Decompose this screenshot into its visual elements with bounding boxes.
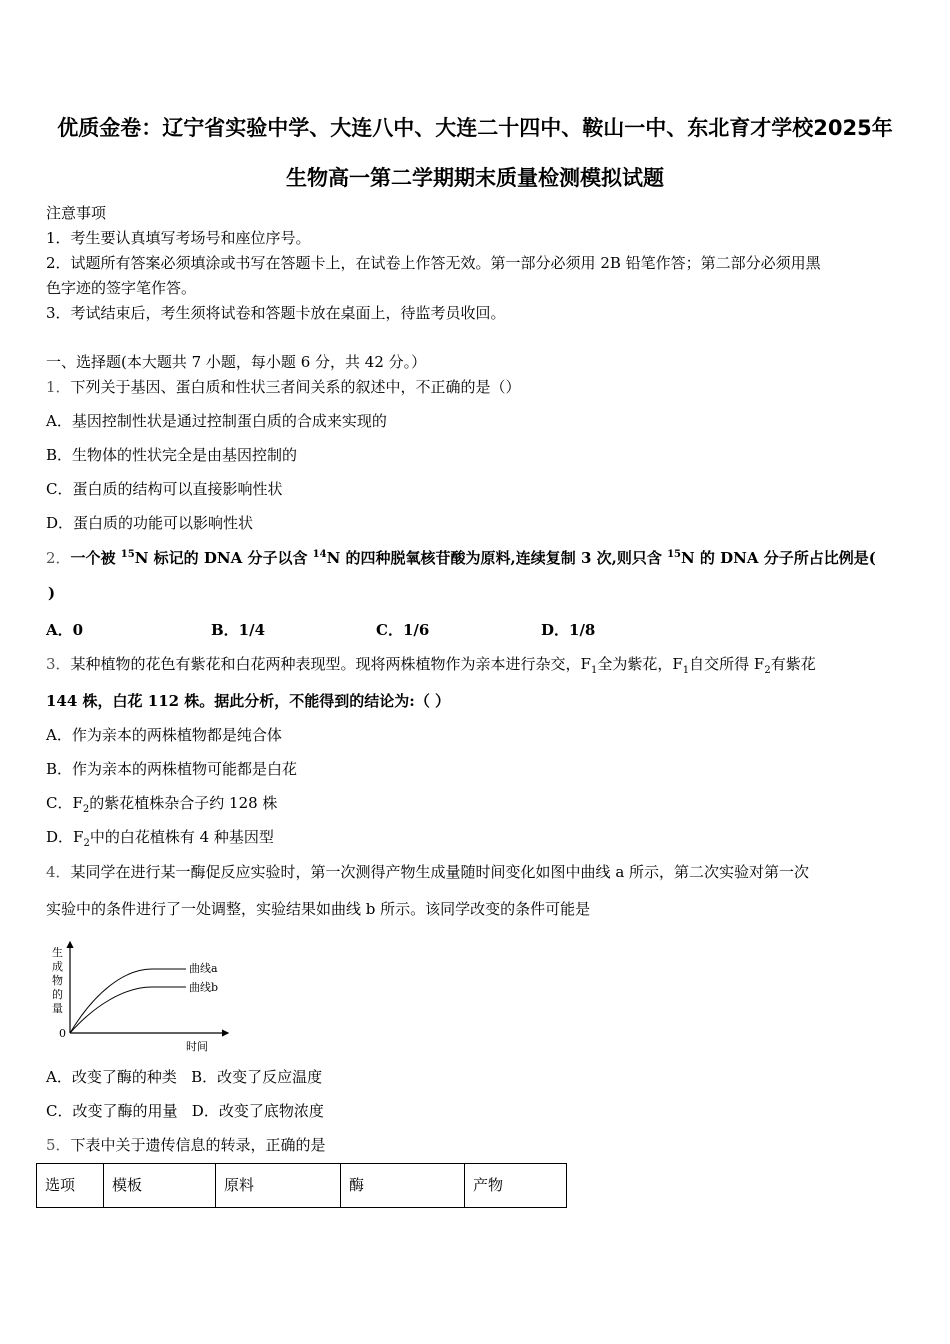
q1-option-b: B．生物体的性状完全是由基因控制的: [46, 446, 298, 464]
q2-option-b: B．1/4: [211, 621, 266, 639]
section-heading: 一、选择题(本大题共 7 小题，每小题 6 分，共 42 分。）: [46, 353, 427, 371]
q2-option-c: C．1/6: [376, 621, 430, 639]
q1-option-c: C．蛋白质的结构可以直接影响性状: [46, 480, 283, 498]
question-number: 1．: [46, 378, 71, 396]
q2-option-d: D．1/8: [541, 621, 596, 639]
q4-options-row1: [46, 1066, 322, 1087]
q3-option-b: B．作为亲本的两株植物可能都是白花: [46, 760, 298, 778]
q1-option-d: D．蛋白质的功能可以影响性状: [46, 514, 254, 532]
notice-item: 色字迹的签字笔作答。: [46, 279, 197, 297]
q2-options: [46, 619, 595, 640]
question-2: 2．一个被 $^{15}$N 标记的 DNA 分子以含 $^{14}$N 的四种脱氧核苷酸为原料,连续复制 3 次,则只含 $^{15}$N 的 DNA 分子所占比例是(: [46, 549, 876, 567]
question-4: 4．某同学在进行某一酶促反应实验时，第一次测得产物生成量随时间变化如图中曲线 a 所示，第二次实验对第一次: [46, 863, 810, 881]
q3-option-c: C．$F_2$的紫花植株杂合子约 128 株: [46, 794, 278, 815]
table-header-cell: 原料: [216, 1164, 341, 1208]
transcription-table: [36, 1163, 567, 1208]
legend-curve-a: 曲线a: [189, 962, 218, 975]
x-axis-label: 时间: [186, 1040, 208, 1053]
question-3: 3．某种植物的花色有紫花和白花两种表现型。现将两株植物作为亲本进行杂交，$F_1$全为紫花，$F_1$自交所得 $F_2$有紫花: [46, 655, 816, 676]
table-header-row: [37, 1164, 567, 1208]
page-title: 优质金卷：辽宁省实验中学、大连八中、大连二十四中、鞍山一中、东北育才学校2025年: [57, 116, 893, 140]
question-1: [46, 376, 521, 397]
y-axis-label: 量: [52, 1002, 63, 1015]
q4-option-c: C．改变了酶的用量: [46, 1102, 178, 1120]
origin-label: 0: [59, 1027, 66, 1040]
q4-option-d: D．改变了底物浓度: [191, 1102, 324, 1120]
q2-option-a: A．0: [46, 621, 84, 639]
question-number: 4．: [46, 863, 71, 881]
notice-heading: 注意事项: [46, 204, 107, 222]
q3-option-a: A．作为亲本的两株植物都是纯合体: [46, 726, 282, 744]
question-3-line2: 144 株，白花 112 株。据此分析，不能得到的结论为:（ ）: [46, 692, 451, 710]
q4-option-a: A．改变了酶的种类: [46, 1068, 177, 1086]
q4-option-b: B．改变了反应温度: [191, 1068, 323, 1086]
notice-item: 1．考生要认真填写考场号和座位序号。: [46, 229, 311, 247]
page-subtitle: 生物高一第二学期期末质量检测模拟试题: [286, 166, 664, 190]
question-4-line2: 实验中的条件进行了一处调整，实验结果如曲线 b 所示。该同学改变的条件可能是: [46, 900, 591, 918]
y-axis-label: 成: [52, 960, 63, 973]
question-number: 3．: [46, 655, 71, 673]
question-2-continuation: ): [48, 584, 56, 602]
notice-item: 3．考试结束后，考生须将试卷和答题卡放在桌面上，待监考员收回。: [46, 304, 506, 322]
notice-item: 2．试题所有答案必须填涂或书写在答题卡上，在试卷上作答无效。第一部分必须用 2B 铅笔作答；第二部分必须用黑: [46, 254, 821, 272]
table-header-cell: 酶: [341, 1164, 465, 1208]
q3-option-d: D．$F_2$中的白花植株有 4 种基因型: [46, 828, 274, 849]
curve-a: [70, 969, 186, 1033]
q1-option-a: A．基因控制性状是通过控制蛋白质的合成来实现的: [46, 412, 387, 430]
y-axis-label: 的: [52, 988, 63, 1001]
table-header-cell: 选项: [37, 1164, 104, 1208]
table-header-cell: 产物: [465, 1164, 567, 1208]
q4-options-row2: [46, 1100, 324, 1121]
question-5: 5．下表中关于遗传信息的转录，正确的是: [46, 1136, 326, 1154]
table-header-cell: 模板: [104, 1164, 216, 1208]
enzyme-reaction-chart: [44, 938, 234, 1056]
y-axis-label: 物: [52, 974, 63, 987]
question-number: 5．: [46, 1136, 71, 1154]
question-number: 2．: [46, 549, 71, 567]
curve-b: [70, 987, 186, 1033]
legend-curve-b: 曲线b: [189, 981, 219, 994]
y-axis-label: 生: [52, 946, 63, 959]
question-stem: 下列关于基因、蛋白质和性状三者间关系的叙述中，不正确的是（）: [70, 378, 521, 396]
